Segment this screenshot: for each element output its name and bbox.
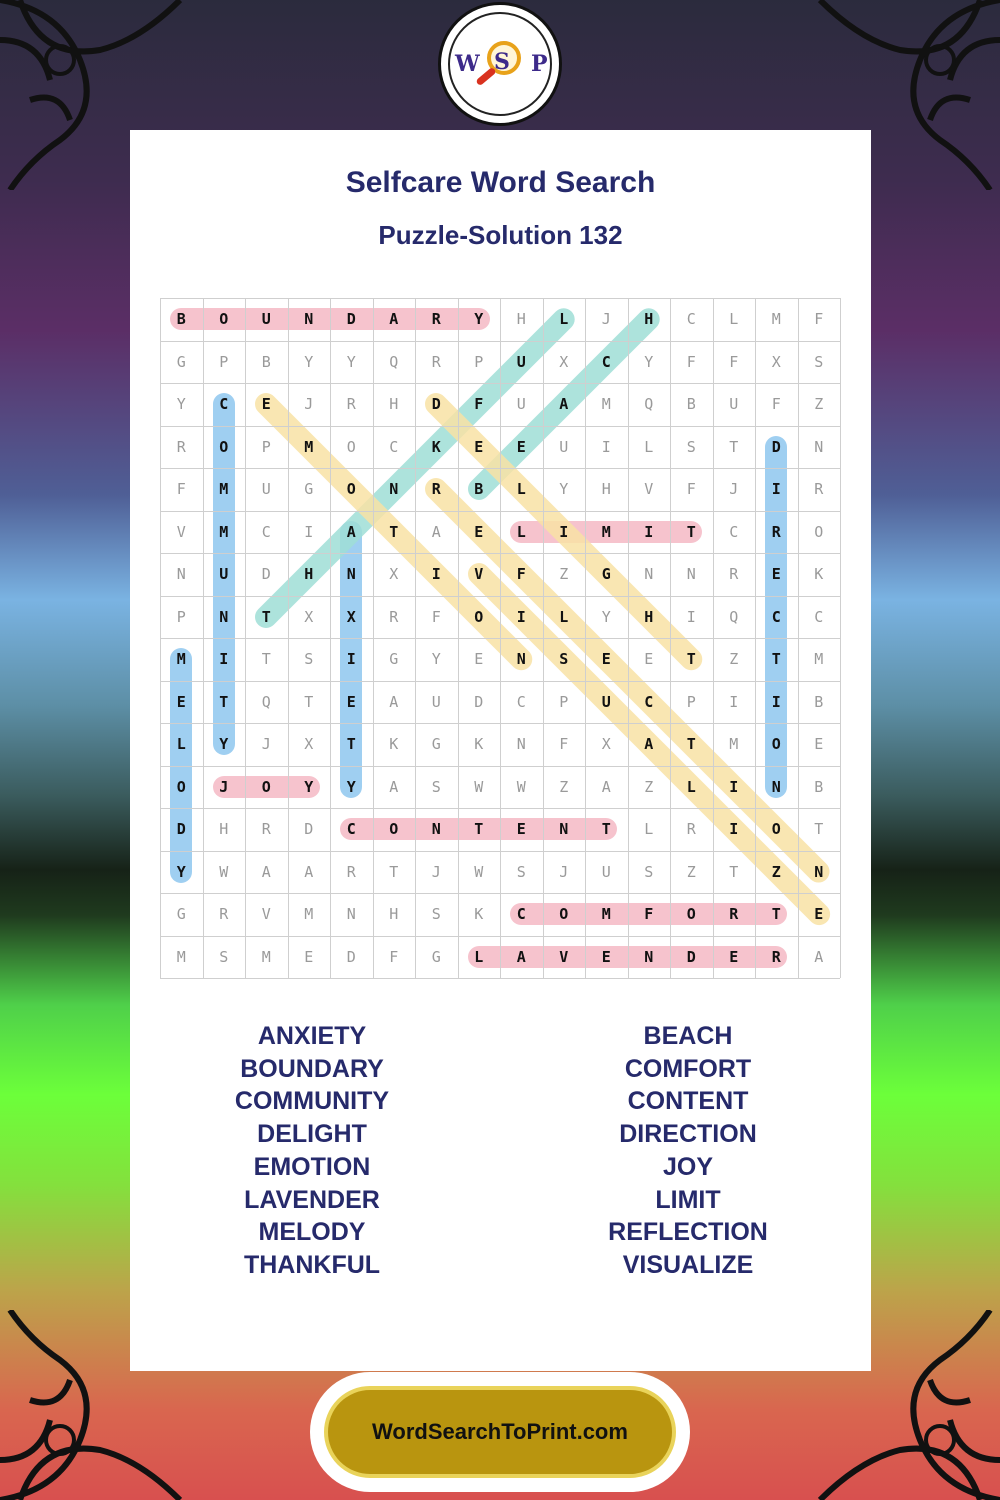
grid-cell: U — [261, 310, 271, 329]
grid-cell: H — [644, 607, 654, 626]
grid-cell: N — [559, 820, 569, 839]
grid-cell: I — [686, 607, 696, 626]
grid-cell: A — [601, 777, 611, 796]
grid-cell: C — [814, 607, 824, 626]
grid-cell: T — [729, 437, 739, 456]
grid-cell: A — [346, 522, 356, 541]
grid-cell: R — [814, 480, 824, 499]
grid-cell: E — [474, 650, 484, 669]
grid-cell: H — [644, 310, 654, 329]
grid-cell: L — [516, 522, 526, 541]
grid-cell: Z — [686, 862, 696, 881]
grid-cell: J — [729, 480, 739, 499]
grid-cell: W — [474, 862, 484, 881]
word-beach: BEACH — [643, 1022, 733, 1050]
logo-letter-s: S — [494, 49, 510, 75]
grid-cell: E — [729, 947, 739, 966]
word-content: CONTENT — [627, 1087, 749, 1116]
grid-line — [160, 978, 840, 979]
grid-cell: C — [261, 522, 271, 541]
grid-cell: E — [261, 395, 271, 414]
grid-cell: L — [729, 310, 739, 329]
grid-cell: N — [176, 565, 186, 584]
grid-cell: I — [729, 692, 739, 711]
grid-cell: I — [304, 522, 314, 541]
grid-cell: H — [304, 565, 314, 584]
word-visualize: VISUALIZE — [622, 1250, 754, 1279]
grid-cell: N — [389, 480, 399, 499]
grid-cell: R — [346, 395, 356, 414]
grid-cell: B — [814, 692, 824, 711]
grid-cell: W — [516, 777, 526, 796]
grid-cell: Z — [814, 395, 824, 414]
grid-cell: P — [686, 692, 696, 711]
grid-cell: J — [261, 735, 271, 754]
grid-cell: Y — [304, 777, 314, 796]
grid-cell: F — [686, 480, 696, 499]
grid-cell: F — [389, 947, 399, 966]
grid-cell: T — [389, 522, 399, 541]
grid-cell: V — [261, 905, 271, 924]
grid-cell: T — [771, 650, 781, 669]
grid-cell: J — [219, 777, 229, 796]
grid-cell: N — [644, 947, 654, 966]
word-delight: DELIGHT — [257, 1120, 367, 1149]
grid-cell: O — [686, 905, 696, 924]
grid-cell: F — [814, 310, 824, 329]
grid-cell: V — [644, 480, 654, 499]
grid-cell: S — [686, 437, 696, 456]
grid-cell: E — [601, 947, 611, 966]
grid-cell: J — [431, 862, 441, 881]
grid-cell: Z — [644, 777, 654, 796]
grid-cell: M — [219, 480, 229, 499]
grid-cell: B — [176, 310, 186, 329]
grid-cell: O — [559, 905, 569, 924]
grid-cell: Y — [431, 650, 441, 669]
grid-cell: T — [729, 862, 739, 881]
grid-cell: R — [431, 310, 441, 329]
grid-cell: U — [516, 395, 526, 414]
grid-cell: P — [219, 352, 229, 371]
grid-cell: U — [219, 565, 229, 584]
grid-cell: K — [474, 735, 484, 754]
grid-cell: E — [346, 692, 356, 711]
grid-cell: N — [686, 565, 696, 584]
word-list-right — [588, 1020, 788, 1282]
grid-cell: A — [559, 395, 569, 414]
grid-cell: M — [176, 947, 186, 966]
grid-cell: Y — [601, 607, 611, 626]
grid-cell: P — [474, 352, 484, 371]
word-reflection: REFLECTION — [608, 1218, 768, 1247]
grid-cell: T — [686, 650, 696, 669]
grid-cell: B — [686, 395, 696, 414]
grid-cell: H — [601, 480, 611, 499]
grid-cell: I — [601, 437, 611, 456]
grid-cell: A — [261, 862, 271, 881]
grid-cell: R — [729, 565, 739, 584]
grid-cell: O — [219, 310, 229, 329]
grid-cell: Q — [261, 692, 271, 711]
grid-cell: P — [176, 607, 186, 626]
grid-cell: E — [474, 522, 484, 541]
grid-cell: F — [644, 905, 654, 924]
grid-cell: E — [814, 735, 824, 754]
grid-cell: X — [304, 607, 314, 626]
grid-cell: O — [219, 437, 229, 456]
grid-cell: A — [389, 310, 399, 329]
grid-cell: J — [559, 862, 569, 881]
grid-cell: I — [559, 522, 569, 541]
grid-cell: H — [389, 905, 399, 924]
grid-cell: X — [559, 352, 569, 371]
grid-cell: R — [729, 905, 739, 924]
grid-cell: L — [559, 607, 569, 626]
grid-cell: I — [644, 522, 654, 541]
grid-cell: G — [431, 947, 441, 966]
grid-cell: O — [771, 735, 781, 754]
grid-cell: T — [601, 820, 611, 839]
website-link[interactable]: WordSearchToPrint.com — [324, 1386, 676, 1478]
grid-cell: S — [219, 947, 229, 966]
puzzle-title: Selfcare Word Search — [345, 166, 656, 199]
grid-cell: A — [644, 735, 654, 754]
grid-cell: L — [516, 480, 526, 499]
grid-cell: G — [389, 650, 399, 669]
grid-cell: U — [729, 395, 739, 414]
grid-cell: R — [346, 862, 356, 881]
grid-cell: R — [176, 437, 186, 456]
grid-cell: E — [644, 650, 654, 669]
grid-cell: I — [516, 607, 526, 626]
grid-cell: B — [814, 777, 824, 796]
grid-cell: O — [261, 777, 271, 796]
grid-cell: K — [474, 905, 484, 924]
grid-cell: A — [431, 522, 441, 541]
grid-cell: W — [474, 777, 484, 796]
grid-cell: F — [474, 395, 484, 414]
grid-cell: V — [474, 565, 484, 584]
grid-cell: Y — [346, 777, 356, 796]
letter-grid — [160, 298, 840, 978]
grid-cell: R — [771, 947, 781, 966]
grid-cell: R — [219, 905, 229, 924]
grid-cell: U — [559, 437, 569, 456]
grid-cell: C — [346, 820, 356, 839]
grid-cell: C — [516, 905, 526, 924]
grid-cell: F — [771, 395, 781, 414]
grid-cell: I — [729, 777, 739, 796]
grid-cell: N — [431, 820, 441, 839]
grid-cell: L — [686, 777, 696, 796]
word-melody: MELODY — [258, 1218, 366, 1247]
grid-cell: R — [389, 607, 399, 626]
grid-cell: F — [431, 607, 441, 626]
grid-cell: K — [431, 437, 441, 456]
grid-cell: F — [516, 565, 526, 584]
grid-cell: G — [176, 905, 186, 924]
grid-cell: V — [559, 947, 569, 966]
word-emotion: EMOTION — [253, 1152, 371, 1181]
grid-cell: N — [771, 777, 781, 796]
grid-cell: D — [431, 395, 441, 414]
grid-cell: T — [474, 820, 484, 839]
grid-cell: H — [516, 310, 526, 329]
grid-cell: T — [771, 905, 781, 924]
grid-cell: R — [771, 522, 781, 541]
grid-cell: W — [219, 862, 229, 881]
grid-cell: T — [219, 692, 229, 711]
grid-cell: D — [771, 437, 781, 456]
grid-cell: E — [516, 820, 526, 839]
logo-letter-w: W — [455, 51, 480, 77]
grid-cell: M — [729, 735, 739, 754]
grid-cell: U — [431, 692, 441, 711]
grid-cell: C — [601, 352, 611, 371]
grid-cell: X — [771, 352, 781, 371]
grid-cell: F — [176, 480, 186, 499]
grid-cell: H — [389, 395, 399, 414]
grid-cell: F — [729, 352, 739, 371]
grid-cell: Z — [559, 565, 569, 584]
word-lavender: LAVENDER — [244, 1185, 380, 1214]
word-comfort: COMFORT — [624, 1054, 752, 1083]
grid-cell: G — [601, 565, 611, 584]
grid-cell: T — [686, 735, 696, 754]
grid-cell: Z — [729, 650, 739, 669]
grid-cell: Y — [176, 862, 186, 881]
word-community: COMMUNITY — [234, 1087, 390, 1116]
grid-cell: C — [644, 692, 654, 711]
grid-cell: X — [389, 565, 399, 584]
grid-cell: V — [176, 522, 186, 541]
grid-cell: P — [261, 437, 271, 456]
word-list-left — [212, 1020, 412, 1282]
grid-cell: M — [219, 522, 229, 541]
grid-cell: N — [516, 735, 526, 754]
puzzle-subtitle: Puzzle-Solution 132 — [378, 220, 623, 250]
grid-cell: Q — [389, 352, 399, 371]
word-boundary: BOUNDARY — [240, 1054, 384, 1083]
grid-cell: T — [389, 862, 399, 881]
grid-cell: M — [601, 905, 611, 924]
grid-cell: R — [431, 480, 441, 499]
grid-cell: L — [559, 310, 569, 329]
grid-cell: O — [176, 777, 186, 796]
grid-cell: I — [346, 650, 356, 669]
grid-cell: C — [219, 395, 229, 414]
grid-cell: D — [686, 947, 696, 966]
grid-cell: Q — [644, 395, 654, 414]
grid-cell: Y — [346, 352, 356, 371]
grid-cell: N — [814, 862, 824, 881]
grid-cell: L — [176, 735, 186, 754]
grid-cell: M — [304, 437, 314, 456]
word-joy: JOY — [662, 1152, 714, 1181]
grid-cell: U — [601, 862, 611, 881]
grid-cell: Y — [219, 735, 229, 754]
grid-cell: I — [771, 480, 781, 499]
grid-cell: M — [601, 395, 611, 414]
grid-cell: L — [644, 437, 654, 456]
grid-cell: O — [474, 607, 484, 626]
grid-cell: O — [814, 522, 824, 541]
grid-cell: D — [176, 820, 186, 839]
grid-cell: S — [431, 905, 441, 924]
grid-cell: A — [814, 947, 824, 966]
grid-cell: I — [431, 565, 441, 584]
grid-cell: I — [219, 650, 229, 669]
grid-cell: L — [644, 820, 654, 839]
grid-cell: T — [814, 820, 824, 839]
grid-cell: O — [389, 820, 399, 839]
grid-cell: Q — [729, 607, 739, 626]
grid-cell: Z — [771, 862, 781, 881]
grid-cell: N — [644, 565, 654, 584]
grid-cell: D — [346, 947, 356, 966]
grid-cell: N — [219, 607, 229, 626]
grid-cell: T — [304, 692, 314, 711]
grid-cell: U — [261, 480, 271, 499]
grid-cell: G — [431, 735, 441, 754]
grid-cell: H — [219, 820, 229, 839]
grid-cell: S — [814, 352, 824, 371]
grid-cell: N — [304, 310, 314, 329]
grid-cell: R — [431, 352, 441, 371]
word-limit: LIMIT — [655, 1185, 721, 1214]
grid-cell: J — [601, 310, 611, 329]
grid-cell: F — [559, 735, 569, 754]
grid-cell: M — [176, 650, 186, 669]
grid-cell: C — [686, 310, 696, 329]
grid-cell: O — [346, 480, 356, 499]
grid-cell: O — [346, 437, 356, 456]
grid-cell: E — [304, 947, 314, 966]
grid-cell: Y — [304, 352, 314, 371]
word-direction: DIRECTION — [619, 1120, 757, 1149]
grid-cell: M — [814, 650, 824, 669]
grid-cell: X — [601, 735, 611, 754]
grid-cell: N — [516, 650, 526, 669]
grid-cell: G — [304, 480, 314, 499]
grid-cell: T — [346, 735, 356, 754]
grid-cell: T — [261, 607, 271, 626]
grid-cell: F — [686, 352, 696, 371]
grid-cell: Y — [644, 352, 654, 371]
site-logo[interactable] — [438, 2, 562, 126]
word-thankful: THANKFUL — [243, 1250, 381, 1279]
grid-cell: U — [516, 352, 526, 371]
grid-cell: X — [304, 735, 314, 754]
grid-cell: P — [559, 692, 569, 711]
grid-cell: S — [304, 650, 314, 669]
grid-cell: M — [261, 947, 271, 966]
grid-cell: I — [771, 692, 781, 711]
grid-line — [840, 298, 841, 978]
grid-cell: N — [814, 437, 824, 456]
grid-cell: M — [771, 310, 781, 329]
grid-cell: N — [346, 905, 356, 924]
grid-cell: X — [346, 607, 356, 626]
grid-cell: E — [771, 565, 781, 584]
logo-letter-p: P — [531, 51, 548, 77]
grid-cell: A — [389, 777, 399, 796]
word-anxiety: ANXIETY — [257, 1022, 367, 1050]
grid-cell: D — [261, 565, 271, 584]
grid-cell: A — [304, 862, 314, 881]
grid-cell: D — [474, 692, 484, 711]
grid-cell: O — [771, 820, 781, 839]
grid-cell: E — [516, 437, 526, 456]
grid-cell: E — [474, 437, 484, 456]
grid-cell: E — [176, 692, 186, 711]
grid-cell: E — [601, 650, 611, 669]
grid-cell: Y — [176, 395, 186, 414]
grid-cell: Y — [474, 310, 484, 329]
grid-cell: N — [346, 565, 356, 584]
grid-cell: A — [389, 692, 399, 711]
grid-cell: A — [516, 947, 526, 966]
grid-cell: R — [686, 820, 696, 839]
grid-cell: S — [516, 862, 526, 881]
grid-cell: T — [261, 650, 271, 669]
grid-cell: C — [389, 437, 399, 456]
grid-cell: I — [729, 820, 739, 839]
grid-cell: E — [814, 905, 824, 924]
grid-cell: D — [304, 820, 314, 839]
grid-cell: J — [304, 395, 314, 414]
grid-cell: M — [304, 905, 314, 924]
grid-cell: S — [559, 650, 569, 669]
grid-cell: G — [176, 352, 186, 371]
grid-cell: L — [474, 947, 484, 966]
grid-cell: S — [644, 862, 654, 881]
grid-cell: K — [814, 565, 824, 584]
grid-cell: U — [601, 692, 611, 711]
grid-cell: Y — [559, 480, 569, 499]
grid-cell: M — [601, 522, 611, 541]
grid-cell: T — [686, 522, 696, 541]
grid-cell: D — [346, 310, 356, 329]
grid-cell: B — [261, 352, 271, 371]
grid-cell: C — [771, 607, 781, 626]
grid-cell: S — [431, 777, 441, 796]
grid-cell: C — [729, 522, 739, 541]
grid-cell: K — [389, 735, 399, 754]
grid-cell: B — [474, 480, 484, 499]
grid-cell: R — [261, 820, 271, 839]
grid-cell: C — [516, 692, 526, 711]
grid-cell: Z — [559, 777, 569, 796]
